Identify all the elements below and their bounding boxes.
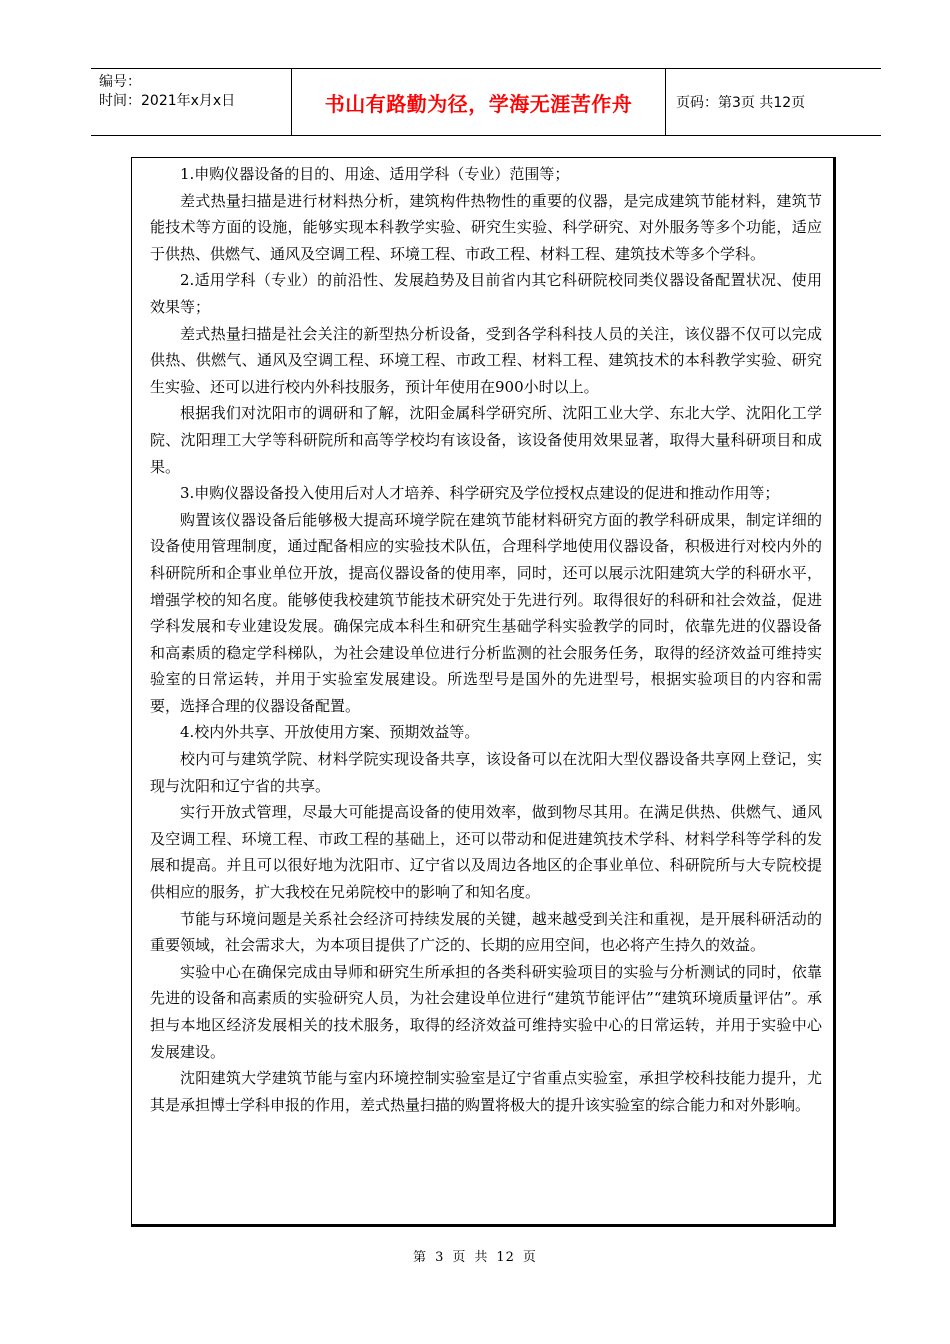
- footer-gong: 共: [474, 1250, 489, 1265]
- page-header: [91, 68, 881, 136]
- paragraph: 实行开放式管理，尽最大可能提高设备的使用效率，做到物尽其用。在满足供热、供燃气、通风及空调工程、环境工程、市政工程的基础上，还可以带动和促进建筑技术学科、材料学科等学科的发展和提高。并且可以很好地为沈阳市、辽宁省以及周边各地区的企事业单位、科研院所与大专院校提供相应的服务，扩大我校在兄弟院校中的影响了和知名度。: [150, 803, 822, 902]
- page-footer: [0, 1246, 950, 1265]
- paragraph: 沈阳建筑大学建筑节能与室内环境控制实验室是辽宁省重点实验室，承担学校科技能力提升，尤其是承担博士学科申报的作用，差式热量扫描的购置将极大的提升该实验室的综合能力和对外影响。: [150, 1069, 822, 1114]
- header-motto: 书山有路勤为径，学海无涯苦作舟: [292, 69, 666, 135]
- paragraph: 节能与环境问题是关系社会经济可持续发展的关键，越来越受到关注和重视，是开展科研活动的重要领域，社会需求大，为本项目提供了广泛的、长期的应用空间，也必将产生持久的效益。: [150, 909, 822, 955]
- paragraph: 差式热量扫描是进行材料热分析，建筑构件热物性的重要的仪器，是完成建筑节能材料，建筑节能技术等方面的设施，能够实现本科教学实验、研究生实验、科学研究、对外服务等多个功能，适应于供热、供燃气、通风及空调工程、环境工程、市政工程、材料工程、建筑技术等多个学科。: [150, 191, 822, 263]
- paragraph: 校内可与建筑学院、材料学院实现设备共享，该设备可以在沈阳大型仪器设备共享网上登记，实现与沈阳和辽宁省的共享。: [150, 750, 822, 795]
- document-number-label: 编号：: [99, 74, 141, 90]
- paragraph: 2.适用学科（专业）的前沿性、发展趋势及目前省内其它科研院校同类仪器设备配置状况、使用效果等；: [150, 271, 822, 316]
- paragraph: 实验中心在确保完成由导师和研究生所承担的各类科研实验项目的实验与分析测试的同时，依靠先进的设备和高素质的实验研究人员，为社会建设单位进行“建筑节能评估”“建筑环境质量评估”。承担与本地区经济发展相关的技术服务，取得的经济效益可维持实验中心的日常运转，并用于实验中心发展建设。: [150, 962, 822, 1061]
- footer-total-pages: 12: [496, 1250, 515, 1265]
- footer-page-number: 3: [435, 1250, 445, 1265]
- header-page-number: 页码：第3页 共12页: [676, 95, 806, 111]
- paragraph: 4.校内外共享、开放使用方案、预期效益等。: [180, 723, 480, 742]
- paragraph: 购置该仪器设备后能够极大提高环境学院在建筑节能材料研究方面的教学科研成果，制定详细的设备使用管理制度，通过配备相应的实验技术队伍，合理科学地使用仪器设备，积极进行对校内外的科研院所和企事业单位开放，提高仪器设备的使用率，同时，还可以展示沈阳建筑大学的科研水平，增强学校的知名度。能够使我校建筑节能技术研究处于先进行列。取得很好的科研和社会效益，促进学科发展和专业建设发展。确保完成本科生和研究生基础学科实验教学的同时，依靠先进的仪器设备和高素质的稳定学科梯队，为社会建设单位进行分析监测的社会服务任务，取得的经济效益可维持实验室的日常运转，并用于实验室发展建设。所选型号是国外的先进型号，根据实验项目的内容和需要，选择合理的仪器设备配置。: [150, 510, 822, 715]
- paragraph: 3.申购仪器设备投入使用后对人才培养、科学研究及学位授权点建设的促进和推动作用等；: [180, 484, 780, 503]
- footer-ye: 页: [522, 1250, 537, 1265]
- header-info-cell: [91, 69, 292, 135]
- footer-di: 第: [413, 1250, 428, 1265]
- footer-ye: 页: [452, 1250, 467, 1265]
- document-time-label: 时间：2021年x月x日: [99, 93, 236, 109]
- paragraph: 差式热量扫描是社会关注的新型热分析设备，受到各学科科技人员的关注，该仪器不仅可以完成供热、供燃气、通风及空调工程、环境工程、市政工程、材料工程、建筑技术的本科教学实验、研究生实验、还可以进行校内外科技服务，预计年使用在900小时以上。: [150, 324, 822, 396]
- paragraph: 根据我们对沈阳市的调研和了解，沈阳金属科学研究所、沈阳工业大学、东北大学、沈阳化工学院、沈阳理工大学等科研院所和高等学校均有该设备，该设备使用效果显著，取得大量科研项目和成果。: [150, 404, 822, 476]
- document-body: [150, 161, 822, 1118]
- paragraph: 1.申购仪器设备的目的、用途、适用学科（专业）范围等；: [180, 165, 570, 183]
